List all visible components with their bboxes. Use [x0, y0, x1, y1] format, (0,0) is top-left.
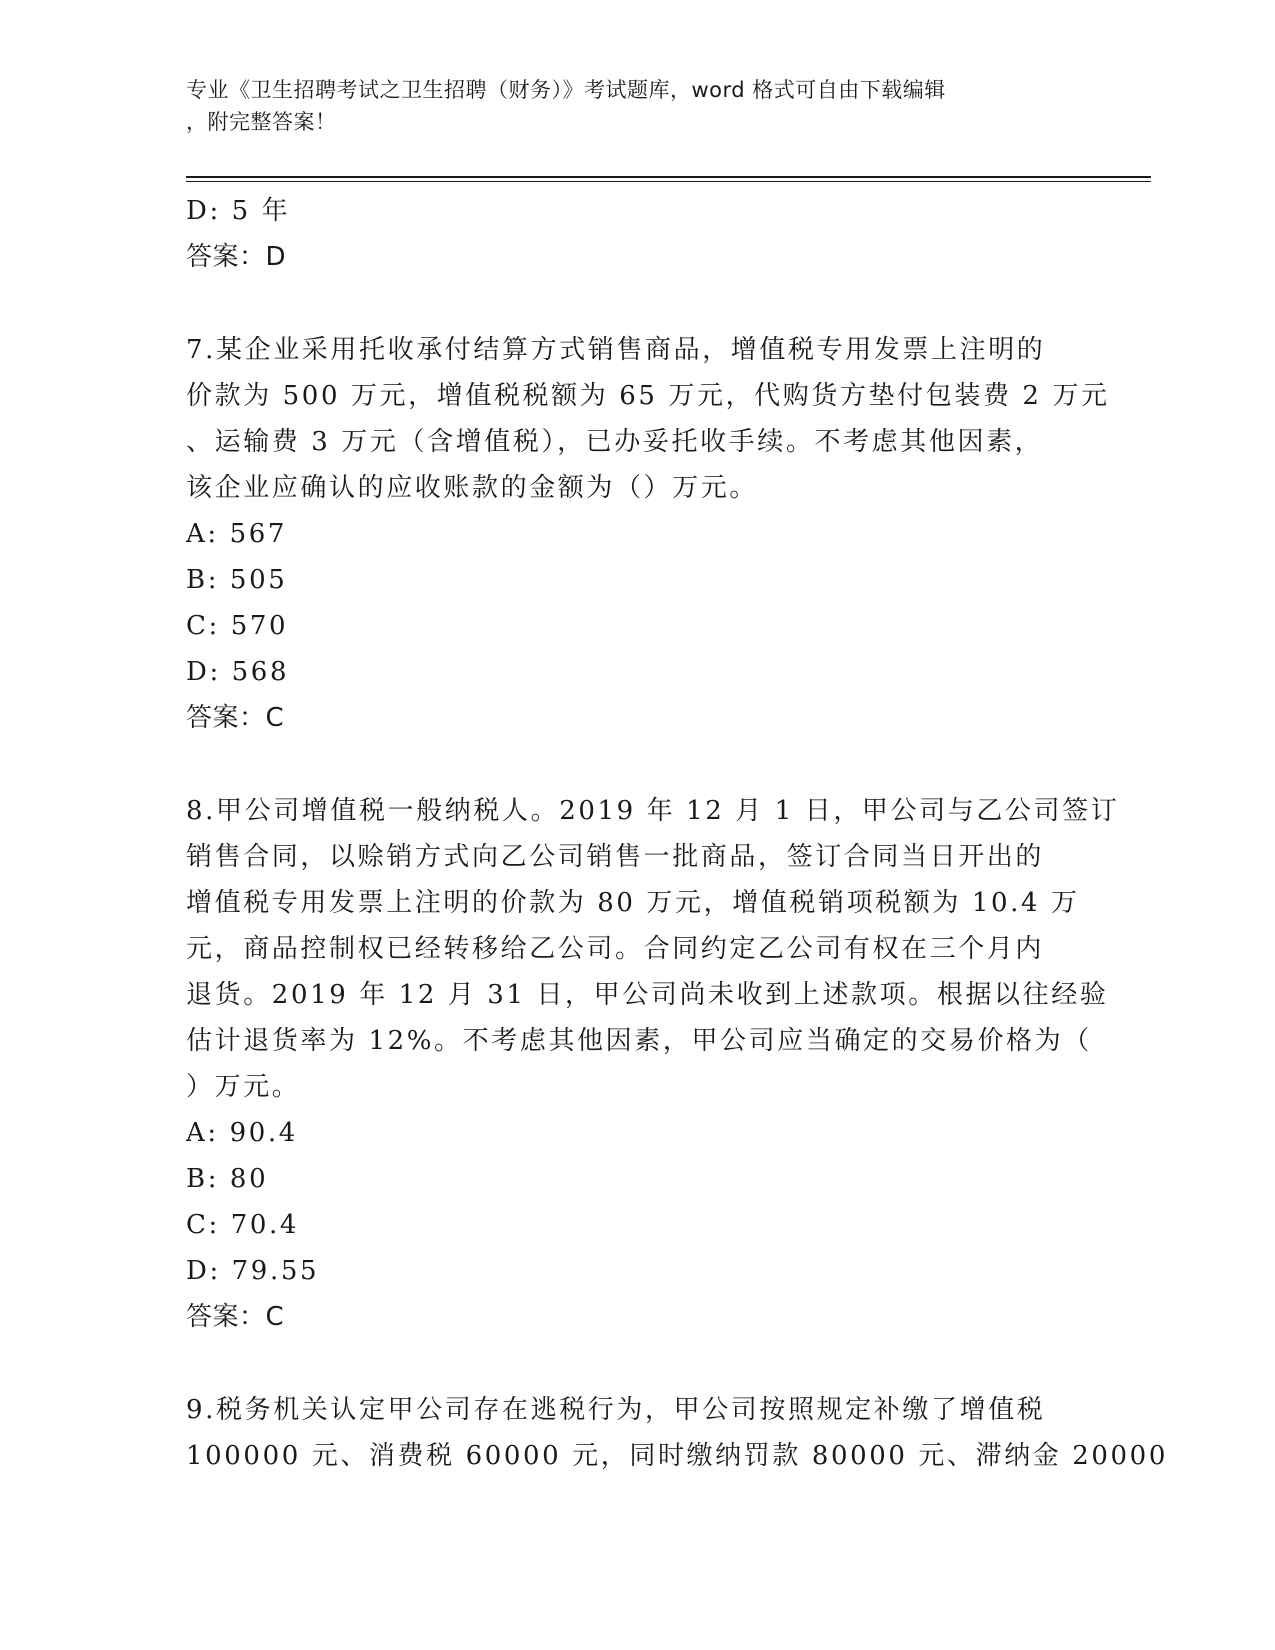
spacer	[186, 741, 1091, 788]
question-text-line: 估计退货率为 12%。不考虑其他因素，甲公司应当确定的交易价格为（	[186, 1026, 1092, 1056]
question-6-tail	[186, 188, 1091, 280]
question-8	[186, 788, 1120, 1340]
option-c: C: 570	[186, 611, 289, 641]
spacer	[186, 280, 1091, 327]
question-text-line: ）万元。	[186, 1072, 301, 1102]
question-text-line: 8.甲公司增值税一般纳税人。2019 年 12 月 1 日，甲公司与乙公司签订	[186, 796, 1120, 826]
document-header	[186, 74, 1066, 138]
question-text-line: 元，商品控制权已经转移给乙公司。合同约定乙公司有权在三个月内	[186, 934, 1045, 964]
option-a: A: 90.4	[186, 1118, 298, 1148]
question-text-line: 退货。2019 年 12 月 31 日，甲公司尚未收到上述款项。根据以往经验	[186, 980, 1109, 1010]
option-c: C: 70.4	[186, 1210, 300, 1240]
answer-line: 答案：C	[186, 703, 285, 733]
option-d: D: 79.55	[186, 1256, 320, 1286]
answer-line: 答案：C	[186, 1302, 285, 1332]
question-text-line: 7.某企业采用托收承付结算方式销售商品，增值税专用发票上注明的	[186, 335, 1046, 365]
option-a: A: 567	[186, 519, 288, 549]
option-b: B: 80	[186, 1164, 269, 1194]
question-text-line: 9.税务机关认定甲公司存在逃税行为，甲公司按照规定补缴了增值税	[186, 1395, 1046, 1425]
option-d: D: 568	[186, 657, 290, 687]
question-text-line: 价款为 500 万元，增值税税额为 65 万元，代购货方垫付包装费 2 万元	[186, 381, 1110, 411]
question-text-line: 、运输费 3 万元（含增值税），已办妥托收手续。不考虑其他因素，	[186, 427, 1044, 457]
header-divider-thick	[186, 176, 1151, 178]
header-divider-thin	[186, 181, 1151, 182]
header-line-2: ，附完整答案！	[186, 110, 337, 134]
header-line-1: 专业《卫生招聘考试之卫生招聘（财务）》考试题库，word 格式可自由下载编辑	[186, 78, 946, 102]
document-body	[186, 188, 1168, 1479]
answer-line: 答案：D	[186, 242, 287, 272]
question-text-line: 100000 元、消费税 60000 元，同时缴纳罚款 80000 元、滞纳金 20000	[186, 1441, 1168, 1471]
question-text-line: 增值税专用发票上注明的价款为 80 万元，增值税销项税额为 10.4 万	[186, 888, 1080, 918]
option-d: D: 5 年	[186, 196, 291, 226]
spacer	[186, 1340, 1091, 1387]
question-9	[186, 1387, 1168, 1479]
question-text-line: 销售合同，以赊销方式向乙公司销售一批商品，签订合同当日开出的	[186, 842, 1045, 872]
question-7	[186, 327, 1110, 741]
option-b: B: 505	[186, 565, 288, 595]
question-text-line: 该企业应确认的应收账款的金额为（）万元。	[186, 473, 759, 503]
